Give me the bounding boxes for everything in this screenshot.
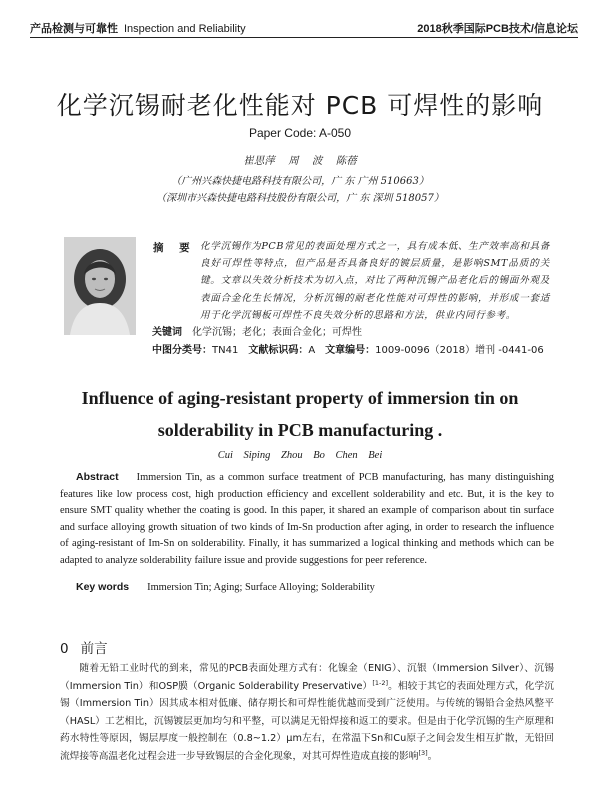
abstract-en-label: Abstract	[76, 471, 119, 483]
paper-title-en: Influence of aging-resistant property of immersion tin on solderability in PCB manufacturing .	[81, 388, 519, 440]
section-number: 0	[60, 641, 69, 657]
section-heading	[60, 637, 108, 657]
affiliation-2: （深圳市兴森快捷电路科技股份有限公司，广 东 深圳 518057）	[156, 193, 444, 204]
header-section-en: Inspection and Reliability	[124, 23, 246, 35]
citation-2: [3]	[418, 748, 428, 757]
abstract-cn-text: 化学沉锡作为PCB常见的表面处理方式之一，具有成本低、生产效率高和具备良好可焊性等特点，但产品是否具备良好的镀层质量，是影响SMT品质的关键。文章以失效分析技术为切入点，对比了两种沉锡产品老化后的锡面外观及表面合金化生长情况，分析沉锡的耐老化性能对可焊性的影响，并形成一套适用于化学沉锡板可焊性不良失效分析的思路和方法，供业内同行参考。	[200, 241, 550, 321]
article-id-value: 1009-0096（2018）增刊 -0441-06	[375, 345, 544, 356]
citation-1: [1-2]	[372, 678, 389, 687]
header-rule	[30, 37, 578, 38]
header-section	[30, 20, 246, 36]
paper-code: Paper Code: A-050	[248, 126, 352, 140]
paper-title-cn: 化学沉锡耐老化性能对 PCB 可焊性的影响	[56, 91, 544, 120]
clc-label: 中图分类号：	[152, 345, 212, 356]
keywords-cn-text: 化学沉锡；老化；表面合金化；可焊性	[192, 327, 362, 338]
author-photo	[64, 237, 136, 335]
authors-en: Cui Siping Zhou Bo Chen Bei	[217, 450, 383, 461]
affiliation-1: （广州兴森快捷电路科技有限公司，广 东 广州 510663）	[171, 176, 429, 187]
keywords-en-text: Immersion Tin; Aging; Surface Alloying; Solderability	[147, 582, 375, 593]
abstract-en	[60, 469, 554, 569]
running-header	[30, 18, 578, 36]
classification-line	[152, 341, 544, 356]
body-paragraph	[60, 660, 554, 766]
body-text-3: 。	[427, 750, 438, 762]
abstract-cn-label: 摘 要	[153, 242, 196, 254]
header-forum: 2018秋季国际PCB技术/信息论坛	[417, 23, 578, 35]
keywords-en-label: Key words	[76, 581, 130, 593]
section-title: 前言	[80, 641, 108, 657]
doc-code-value: A	[308, 345, 316, 356]
clc-value: TN41	[212, 345, 239, 356]
keywords-cn	[152, 323, 362, 338]
doc-code-label: 文献标识码：	[248, 345, 309, 356]
header-section-cn: 产品检测与可靠性	[30, 23, 118, 35]
body-text-2: 。相较于其它的表面处理方式，化学沉锡（Immersion Tin）因其成本相对低廉、储存期长和可焊性能优越而受到广泛使用。与传统的锡铅合金热风整平（HASL）工艺相比，沉锡镀层更加均匀和平整，可以满足无铅焊接和返工的要求。但是由于化学沉锡的生产原理和药水特性等原因，锡层厚度一般控制在（0.8~1.2）μm左右，在常温下Sn和Cu原子之间会发生相互扩散，无铅回流焊接等高温老化过程会进一步导致锡层的合金化现象，对其可焊性造成直接的影响	[60, 680, 555, 762]
keywords-en	[76, 581, 375, 593]
keywords-cn-label: 关键词	[152, 327, 182, 338]
authors-cn: 崔思萍 周 波 陈蓓	[243, 155, 357, 167]
article-id-label: 文章编号：	[325, 345, 376, 356]
body-text-1: 随着无铅工业时代的到来，常见的PCB表面处理方式有：化镍金（ENIG）、沉银（Immersion Silver）、沉锡（Immersion Tin）和OSP膜（Organic Solderability Preservative）	[60, 663, 554, 692]
abstract-en-text: Immersion Tin, as a common surface treatment of PCB manufacturing, has many distinguishing features like low process cost, high production efficiency and excellent solderability and etc. But, it is the key to ensure SMT quality whether the coating is good. In this paper, it shared an example of comparison about tin surface and surface alloying growth situation of two kinds of Im-Sn production after aging, in order to research the influence of aging-resistant of Im-Sn on solderability. Finally, it has summarized a logical thinking and methods which can be adapted to analyze solderability failure issue and provide suggestions for peer reference.	[60, 472, 554, 566]
